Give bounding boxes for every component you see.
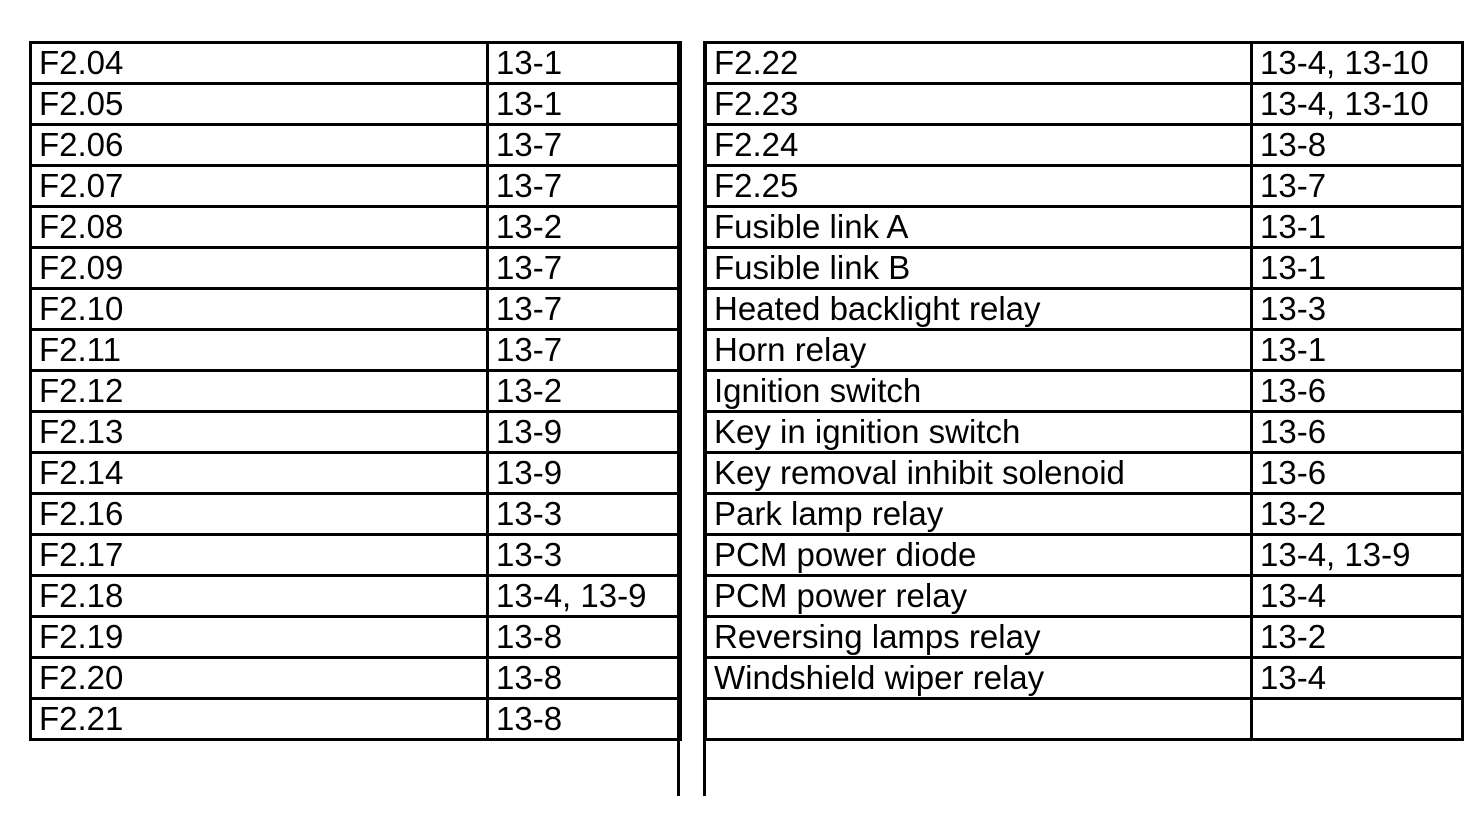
table-row	[31, 412, 681, 453]
component-name-cell: F2.21	[31, 699, 488, 740]
page-reference-cell: 13-1	[488, 43, 681, 84]
component-name-cell: F2.19	[31, 617, 488, 658]
page-reference-cell: 13-1	[1252, 330, 1463, 371]
page-reference-cell: 13-3	[488, 535, 681, 576]
component-name-cell: Ignition switch	[706, 371, 1252, 412]
component-name-cell: Fusible link B	[706, 248, 1252, 289]
table-row	[31, 125, 681, 166]
table-row	[706, 125, 1463, 166]
table-row	[31, 289, 681, 330]
component-name-cell: Key in ignition switch	[706, 412, 1252, 453]
table-row	[31, 330, 681, 371]
component-name-cell: F2.23	[706, 84, 1252, 125]
page-reference-cell: 13-6	[1252, 412, 1463, 453]
table-row	[706, 412, 1463, 453]
table-row	[31, 535, 681, 576]
page-reference-cell: 13-3	[488, 494, 681, 535]
table-row	[31, 248, 681, 289]
table-row	[31, 699, 681, 740]
component-name-cell: Reversing lamps relay	[706, 617, 1252, 658]
page-reference-cell: 13-8	[488, 617, 681, 658]
page-reference-cell: 13-2	[488, 207, 681, 248]
component-name-cell: Windshield wiper relay	[706, 658, 1252, 699]
table-row	[31, 43, 681, 84]
page-reference-cell: 13-7	[488, 248, 681, 289]
column-gap-left-border	[677, 41, 680, 796]
component-name-cell: Heated backlight relay	[706, 289, 1252, 330]
index-table-left-body	[31, 43, 681, 740]
index-table-right-body	[706, 43, 1463, 740]
index-table-left	[29, 41, 682, 741]
table-row	[31, 494, 681, 535]
component-name-cell: PCM power diode	[706, 535, 1252, 576]
component-name-cell: F2.10	[31, 289, 488, 330]
page-reference-cell: 13-6	[1252, 453, 1463, 494]
table-row	[31, 576, 681, 617]
table-row	[31, 617, 681, 658]
component-name-cell: F2.09	[31, 248, 488, 289]
table-row	[31, 84, 681, 125]
component-name-cell: F2.18	[31, 576, 488, 617]
component-name-cell: F2.11	[31, 330, 488, 371]
component-name-cell: F2.05	[31, 84, 488, 125]
table-row	[31, 166, 681, 207]
page-reference-cell: 13-1	[1252, 248, 1463, 289]
component-name-cell: F2.14	[31, 453, 488, 494]
component-name-cell: F2.08	[31, 207, 488, 248]
table-row	[31, 658, 681, 699]
component-name-cell: PCM power relay	[706, 576, 1252, 617]
page-reference-cell: 13-4, 13-9	[1252, 535, 1463, 576]
table-row	[706, 248, 1463, 289]
component-name-cell	[706, 699, 1252, 740]
component-name-cell: F2.17	[31, 535, 488, 576]
page-reference-cell: 13-4, 13-9	[488, 576, 681, 617]
page-reference-cell: 13-1	[488, 84, 681, 125]
table-row	[706, 289, 1463, 330]
component-name-cell: F2.16	[31, 494, 488, 535]
component-name-cell: F2.20	[31, 658, 488, 699]
component-name-cell: F2.24	[706, 125, 1252, 166]
component-name-cell: Park lamp relay	[706, 494, 1252, 535]
page-reference-cell: 13-7	[488, 166, 681, 207]
table-row	[706, 330, 1463, 371]
component-name-cell: Horn relay	[706, 330, 1252, 371]
page-reference-cell: 13-9	[488, 453, 681, 494]
page-reference-cell: 13-2	[1252, 617, 1463, 658]
index-table-right	[704, 41, 1464, 741]
table-row	[706, 617, 1463, 658]
page-reference-cell: 13-2	[1252, 494, 1463, 535]
table-row	[706, 371, 1463, 412]
table-row	[706, 699, 1463, 740]
table-row	[706, 84, 1463, 125]
table-row	[706, 207, 1463, 248]
table-row	[706, 494, 1463, 535]
page-reference-cell: 13-6	[1252, 371, 1463, 412]
component-name-cell: Key removal inhibit solenoid	[706, 453, 1252, 494]
page-reference-cell: 13-7	[488, 125, 681, 166]
page-reference-cell: 13-1	[1252, 207, 1463, 248]
component-name-cell: F2.04	[31, 43, 488, 84]
page-reference-cell	[1252, 699, 1463, 740]
table-row	[31, 453, 681, 494]
page-reference-cell: 13-7	[1252, 166, 1463, 207]
component-name-cell: F2.12	[31, 371, 488, 412]
table-row	[706, 43, 1463, 84]
table-row	[706, 658, 1463, 699]
table-row	[706, 166, 1463, 207]
table-row	[706, 535, 1463, 576]
table-row	[31, 371, 681, 412]
page-reference-cell: 13-4	[1252, 658, 1463, 699]
table-row	[706, 576, 1463, 617]
component-name-cell: Fusible link A	[706, 207, 1252, 248]
page-reference-cell: 13-3	[1252, 289, 1463, 330]
page-reference-cell: 13-2	[488, 371, 681, 412]
component-name-cell: F2.13	[31, 412, 488, 453]
component-name-cell: F2.07	[31, 166, 488, 207]
page-reference-cell: 13-4, 13-10	[1252, 43, 1463, 84]
page-reference-cell: 13-4	[1252, 576, 1463, 617]
table-row	[31, 207, 681, 248]
page-reference-cell: 13-8	[488, 699, 681, 740]
table-row	[706, 453, 1463, 494]
page-reference-cell: 13-9	[488, 412, 681, 453]
component-name-cell: F2.25	[706, 166, 1252, 207]
page-reference-cell: 13-7	[488, 289, 681, 330]
page-reference-cell: 13-4, 13-10	[1252, 84, 1463, 125]
component-name-cell: F2.06	[31, 125, 488, 166]
component-name-cell: F2.22	[706, 43, 1252, 84]
page-reference-cell: 13-8	[1252, 125, 1463, 166]
page-reference-cell: 13-8	[488, 658, 681, 699]
page-reference-cell: 13-7	[488, 330, 681, 371]
